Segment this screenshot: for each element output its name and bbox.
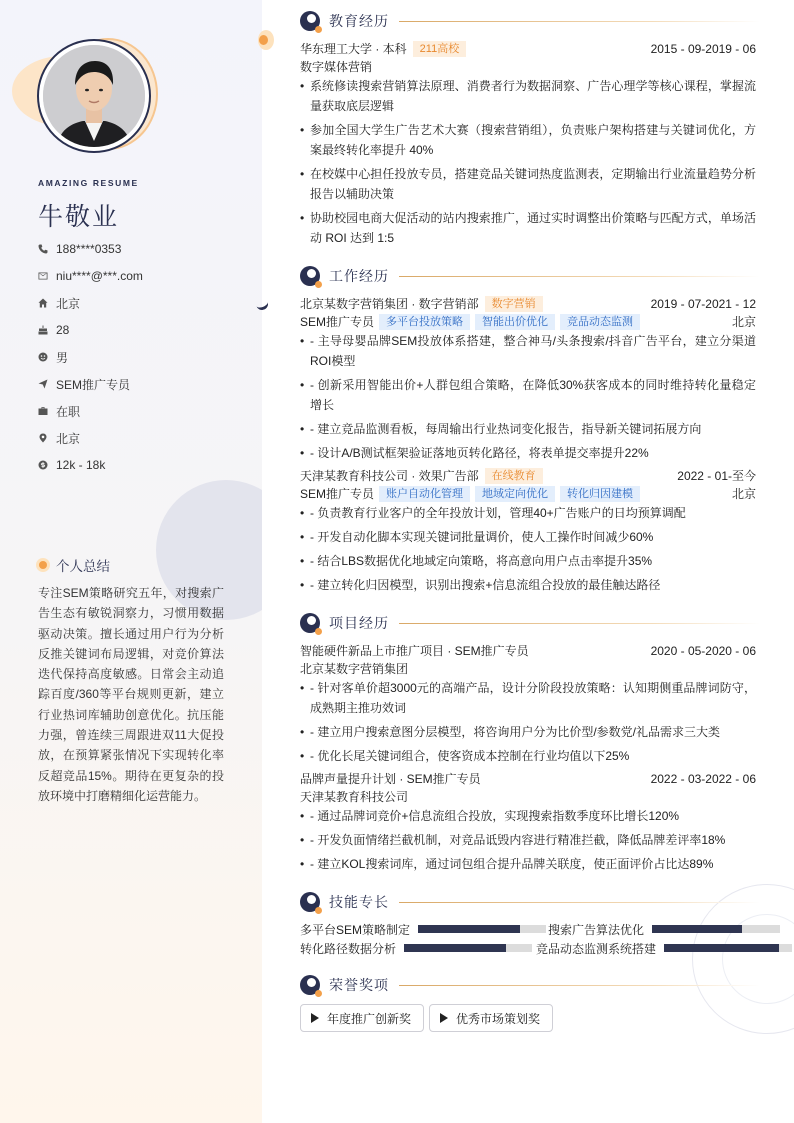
section-badge-icon xyxy=(300,266,320,286)
contact-age xyxy=(38,321,238,339)
position-value: SEM推广专员 xyxy=(56,377,131,392)
project-bullet: • - 针对客单价超3000元的高端产品，设计分阶段投放策略：认知期侧重品牌词防守，成熟期主推功效词 xyxy=(300,678,756,718)
section-badge-icon xyxy=(300,975,320,995)
section-badge-icon xyxy=(300,11,320,31)
awards-title: 荣誉奖项 xyxy=(329,977,389,993)
job-role: SEM推广专员 xyxy=(300,315,375,329)
play-triangle-icon xyxy=(311,1013,319,1023)
job-bullet: • - 创新采用智能出价+人群包组合策略，在降低30%获客成本的同时维持转化量稳定增长 xyxy=(300,375,756,415)
project-header-row xyxy=(300,642,756,659)
projects-heading xyxy=(300,612,760,634)
education-major-row xyxy=(300,58,756,75)
project-dates: 2022 - 03-2022 - 06 xyxy=(650,771,756,786)
summary-text: 专注SEM策略研究五年，对搜索广告生态有敏锐洞察力，习惯用数据驱动决策。擅长通过用户行为分析反推关键词布局逻辑，对竞价算法迭代保持高度敏感。日常会主动追踪百度/360等平台规则更新，建立行业热词库辅助创意优化。抗压能力强，曾连续三周跟进双11大促投放，在预算紧张情况下实现转化率反超竞品15%。期待在更复杂的投放环境中打磨精细化运营能力。 xyxy=(38,586,224,803)
project-dates: 2020 - 05-2020 - 06 xyxy=(650,643,756,658)
salary-value: 12k - 18k xyxy=(56,458,106,472)
skill-bar xyxy=(404,944,532,952)
project-bullet: • - 开发负面情绪拦截机制，对竞品诋毁内容进行精准拦截，降低品牌差评率18% xyxy=(300,830,756,850)
job-tag: 多平台投放策略 xyxy=(379,314,470,330)
project-org-row xyxy=(300,788,756,805)
job-dates: 2019 - 07-2021 - 12 xyxy=(650,296,756,311)
send-icon xyxy=(38,379,48,389)
summary-dot-icon xyxy=(36,558,50,572)
project-bullet: • - 通过品牌词竞价+信息流组合投放，实现搜索指数季度环比增长120% xyxy=(300,806,756,826)
skill-name: 竞品动态监测系统搭建 xyxy=(536,941,657,956)
job-bullet: • - 主导母婴品牌SEM投放体系搭建，整合神马/头条搜索/抖音广告平台，建立分渠道ROI模型 xyxy=(300,331,756,371)
avatar xyxy=(43,45,145,147)
skill-name: 搜索广告算法优化 xyxy=(548,922,645,937)
gender-icon xyxy=(38,352,48,362)
awards-heading xyxy=(300,974,760,996)
briefcase-icon xyxy=(38,406,48,416)
project-name: 品牌声量提升计划 · SEM推广专员 xyxy=(300,772,481,786)
job-company: 天津某教育科技公司 · 效果广告部 xyxy=(300,469,479,483)
section-divider xyxy=(399,902,760,903)
section-divider xyxy=(399,21,760,22)
education-header-row xyxy=(300,40,756,57)
contact-email xyxy=(38,267,238,285)
contact-salary xyxy=(38,456,238,474)
education-bullet: • 协助校园电商大促活动的站内搜索推广，通过实时调整出价策略与匹配方式，单场活动 ROI 达到 1:5 xyxy=(300,208,756,248)
job-company: 北京某数字营销集团 · 数字营销部 xyxy=(300,297,479,311)
education-bullet: • 在校媒中心担任投放专员，搭建竞品关键词热度监测表，定期输出行业流量趋势分析报告以辅助决策 xyxy=(300,164,756,204)
section-divider xyxy=(399,276,760,277)
skills-heading xyxy=(300,891,760,913)
phone-icon xyxy=(38,244,48,254)
section-badge-icon xyxy=(300,613,320,633)
project-header-row xyxy=(300,770,756,787)
skill-bar xyxy=(652,925,780,933)
education-heading xyxy=(300,10,760,32)
phone-value: 188****0353 xyxy=(56,242,122,256)
job-badge: 在线教育 xyxy=(485,468,543,484)
education-title: 教育经历 xyxy=(329,13,389,29)
section-divider xyxy=(399,985,760,986)
home-value: 北京 xyxy=(56,296,81,311)
section-badge-icon xyxy=(300,892,320,912)
cake-icon xyxy=(38,325,48,335)
job-role: SEM推广专员 xyxy=(300,487,375,501)
contact-location xyxy=(38,429,238,447)
mail-icon xyxy=(38,271,48,281)
contact-home xyxy=(38,294,238,312)
skills-title: 技能专长 xyxy=(329,894,389,910)
skill-bar-fill xyxy=(418,925,520,933)
summary-heading xyxy=(36,555,110,575)
award-chip xyxy=(429,1004,553,1032)
email-value: niu****@***.com xyxy=(56,269,143,283)
skill-bar-fill xyxy=(664,944,779,952)
contact-status xyxy=(38,402,238,420)
education-dates: 2015 - 09-2019 - 06 xyxy=(650,41,756,56)
job-tag: 账户自动化管理 xyxy=(379,486,470,502)
skill-bar xyxy=(664,944,792,952)
resume-tagline: AMAZING RESUME xyxy=(38,178,139,188)
age-value: 28 xyxy=(56,323,70,337)
project-org-row xyxy=(300,660,756,677)
job-city: 北京 xyxy=(731,487,756,501)
education-bullet: • 参加全国大学生广告艺术大赛（搜索营销组），负责账户架构搭建与关键词优化，方案最终转化率提升 40% xyxy=(300,120,756,160)
job-tag: 转化归因建模 xyxy=(560,486,640,502)
award-label: 优秀市场策划奖 xyxy=(456,1011,541,1026)
location-value: 北京 xyxy=(56,431,81,446)
home-icon xyxy=(38,298,48,308)
education-major: 数字媒体营销 xyxy=(300,60,373,74)
job-dates: 2022 - 01-至今 xyxy=(677,469,756,483)
job-tag: 地域定向优化 xyxy=(475,486,555,502)
avatar-frame xyxy=(37,39,151,153)
job-bullet: • - 建立竞品监测看板，每周输出行业热词变化报告，指导新关键词拓展方向 xyxy=(300,419,756,439)
skill-name: 多平台SEM策略制定 xyxy=(300,922,411,937)
project-bullet: • - 建立用户搜索意图分层模型，将咨询用户分为比价型/参数党/礼品需求三大类 xyxy=(300,722,756,742)
job-bullet: • - 设计A/B测试框架验证落地页转化路径，将表单提交率提升22% xyxy=(300,443,756,463)
skill-bar xyxy=(418,925,546,933)
work-heading xyxy=(300,265,760,287)
project-org: 北京某数字营销集团 xyxy=(300,662,409,676)
sidebar xyxy=(0,0,262,1123)
job-city: 北京 xyxy=(731,315,756,329)
job-bullet: • - 建立转化归因模型，识别出搜索+信息流组合投放的最佳触达路径 xyxy=(300,575,756,595)
section-divider xyxy=(399,623,760,624)
project-bullet: • - 优化长尾关键词组合，使客资成本控制在行业均值以下25% xyxy=(300,746,756,766)
job-badge: 数字营销 xyxy=(485,296,543,312)
project-bullet: • - 建立KOL搜索词库，通过词包组合提升品牌关联度，使正面评价占比达89% xyxy=(300,854,756,874)
salary-icon xyxy=(38,460,48,470)
award-label: 年度推广创新奖 xyxy=(327,1011,412,1026)
contact-position xyxy=(38,375,238,393)
decorative-accent-dot xyxy=(259,35,268,45)
job-bullet: • - 结合LBS数据优化地域定向策略，将高意向用户点击率提升35% xyxy=(300,551,756,571)
projects-title: 项目经历 xyxy=(329,615,389,631)
school-name: 华东理工大学 · 本科 xyxy=(300,42,407,56)
project-org: 天津某教育科技公司 xyxy=(300,790,409,804)
skill-bar-fill xyxy=(652,925,742,933)
job-tag: 竞品动态监测 xyxy=(560,314,640,330)
job-bullet: • - 开发自动化脚本实现关键词批量调价，使人工操作时间减少60% xyxy=(300,527,756,547)
award-chip xyxy=(300,1004,424,1032)
school-badge: 211高校 xyxy=(413,41,467,57)
skill-item xyxy=(536,940,792,956)
job-bullet: • - 负责教育行业客户的全年投放计划，管理40+广告账户的日均预算调配 xyxy=(300,503,756,523)
job-role-row xyxy=(300,313,756,330)
play-triangle-icon xyxy=(440,1013,448,1023)
job-role-row xyxy=(300,485,756,502)
summary-title: 个人总结 xyxy=(56,559,110,574)
candidate-name: 牛敬业 xyxy=(38,203,120,231)
project-name: 智能硬件新品上市推广项目 · SEM推广专员 xyxy=(300,644,529,658)
skill-item xyxy=(548,921,780,937)
skill-item xyxy=(300,921,546,937)
work-title: 工作经历 xyxy=(329,268,389,284)
skill-item xyxy=(300,940,532,956)
skill-bar-fill xyxy=(404,944,506,952)
education-bullet: • 系统修读搜索营销算法原理、消费者行为数据洞察、广告心理学等核心课程，掌握流量获取底层逻辑 xyxy=(300,76,756,116)
status-value: 在职 xyxy=(56,404,81,419)
gender-value: 男 xyxy=(56,350,69,365)
job-header-row xyxy=(300,467,756,484)
contact-gender xyxy=(38,348,238,366)
skill-name: 转化路径数据分析 xyxy=(300,941,397,956)
job-tag: 智能出价优化 xyxy=(475,314,555,330)
job-header-row xyxy=(300,295,756,312)
location-pin-icon xyxy=(38,433,48,443)
contact-phone xyxy=(38,240,238,258)
